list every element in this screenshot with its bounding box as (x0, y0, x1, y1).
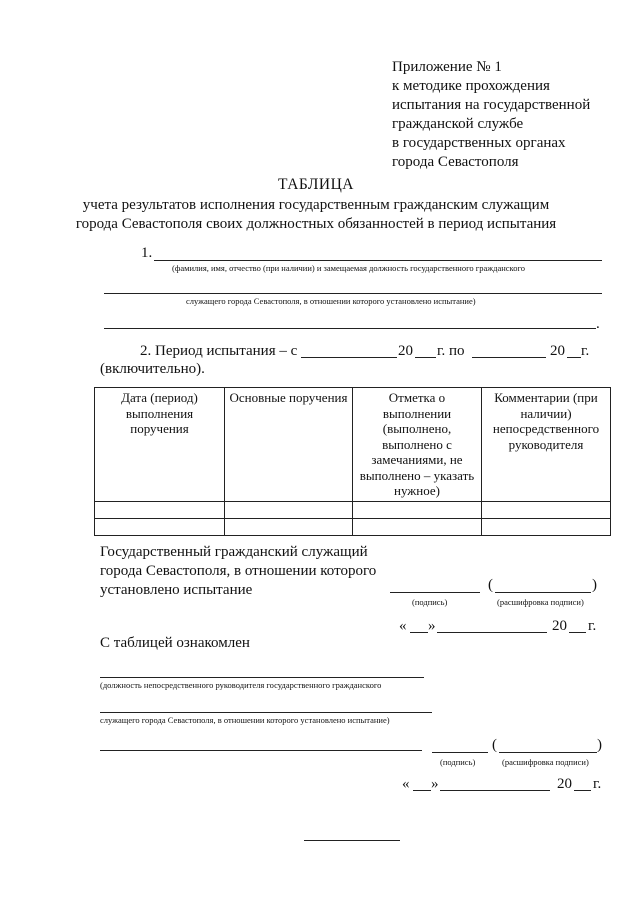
supervisor-date-year: 20 (557, 776, 572, 792)
supervisor-position-caption: (должность непосредственного руководителя государственного гражданского (100, 680, 382, 690)
name-position-caption-2: служащего города Севастополя, в отношении которого установлено испытание) (186, 296, 476, 306)
employee-decode-field[interactable] (495, 592, 591, 593)
appendix-line: испытания на государственной (392, 97, 591, 113)
table-cell[interactable] (482, 518, 611, 535)
table-cell[interactable] (225, 501, 353, 518)
employee-signature-text (100, 543, 376, 600)
name-position-field-3[interactable] (104, 328, 596, 329)
supervisor-date-open: « (402, 776, 410, 792)
employee-decode-caption: (расшифровка подписи) (497, 597, 584, 607)
employee-text-line: Государственный гражданский служащий (100, 544, 368, 560)
period-start-date-field[interactable] (301, 357, 397, 358)
supervisor-date-day-field[interactable] (413, 790, 431, 791)
header-completion-mark: Отметка о выполнении (выполнено, выполнено с замечаниями, не выполнено – указать нужное) (353, 388, 482, 502)
employee-text-line: города Севастополя, в отношении которого (100, 563, 377, 579)
period-end-year: 20 (550, 343, 565, 359)
bottom-divider (304, 840, 400, 841)
table-row (95, 501, 611, 518)
period-label: 2. Период испытания – с (140, 343, 298, 359)
item-1-number: 1. (141, 245, 153, 261)
employee-date-open: « (399, 618, 407, 634)
name-position-field[interactable] (154, 260, 602, 261)
employee-sign-caption: (подпись) (412, 597, 448, 607)
table-cell[interactable] (225, 518, 353, 535)
period-end-year-field[interactable] (567, 357, 581, 358)
supervisor-name-field[interactable] (100, 750, 422, 751)
employee-date-month-field[interactable] (437, 632, 547, 633)
appendix-line: Приложение № 1 (392, 59, 502, 75)
appendix-line: города Севастополя (392, 154, 519, 170)
results-table (94, 387, 611, 536)
period-end-date-field[interactable] (472, 357, 546, 358)
period-g-po: г. по (437, 343, 465, 359)
table-cell[interactable] (353, 518, 482, 535)
supervisor-date-close: » (431, 776, 439, 792)
document-title: ТАБЛИЦА (278, 176, 354, 193)
header-tasks: Основные поручения (225, 388, 353, 502)
supervisor-decode-caption: (расшифровка подписи) (502, 757, 589, 767)
period-end-g: г. (581, 343, 590, 359)
acquainted-title: С таблицей ознакомлен (100, 635, 250, 651)
name-position-caption: (фамилия, имя, отчество (при наличии) и замещаемая должность государственного гражданского (172, 263, 526, 273)
employee-date-year-field[interactable] (569, 632, 586, 633)
subtitle-line-2: города Севастополя своих должностных обязанностей в период испытания (75, 216, 557, 232)
table-cell[interactable] (353, 501, 482, 518)
employee-date-close: » (428, 618, 436, 634)
employee-date-year: 20 (552, 618, 567, 634)
supervisor-date-month-field[interactable] (440, 790, 550, 791)
header-date: Дата (период) выполнения поручения (95, 388, 225, 502)
supervisor-date-year-field[interactable] (574, 790, 591, 791)
table-cell[interactable] (95, 518, 225, 535)
supervisor-position-caption-2: служащего города Севастополя, в отношении которого установлено испытание) (100, 715, 390, 725)
supervisor-close-paren: ) (597, 737, 602, 753)
appendix-line: к методике прохождения (392, 78, 550, 94)
item-1-end-dot: . (596, 316, 600, 332)
employee-date-day-field[interactable] (410, 632, 428, 633)
supervisor-open-paren: ( (492, 737, 497, 753)
table-header-row (95, 388, 611, 502)
table-cell[interactable] (482, 501, 611, 518)
period-inclusive: (включительно). (100, 361, 205, 377)
period-start-year-field[interactable] (415, 357, 436, 358)
period-start-year: 20 (398, 343, 413, 359)
employee-signature-field[interactable] (390, 592, 480, 593)
table-cell[interactable] (95, 501, 225, 518)
supervisor-signature-field[interactable] (432, 752, 488, 753)
employee-text-line: установлено испытание (100, 582, 253, 598)
supervisor-position-field[interactable] (100, 677, 424, 678)
appendix-line: в государственных органах (392, 135, 566, 151)
header-comments: Комментарии (при наличии) непосредственного руководителя (482, 388, 611, 502)
document-subtitle (0, 196, 632, 234)
appendix-line: гражданской службе (392, 116, 524, 132)
appendix-block (392, 58, 590, 172)
table-row (95, 518, 611, 535)
employee-close-paren: ) (592, 577, 597, 593)
subtitle-line-1: учета результатов исполнения государственным гражданским служащим (82, 197, 550, 213)
employee-date-g: г. (588, 618, 597, 634)
name-position-field-2[interactable] (104, 293, 602, 294)
supervisor-date-g: г. (593, 776, 602, 792)
supervisor-position-field-2[interactable] (100, 712, 432, 713)
supervisor-sign-caption: (подпись) (440, 757, 476, 767)
supervisor-decode-field[interactable] (499, 752, 597, 753)
employee-open-paren: ( (488, 577, 493, 593)
